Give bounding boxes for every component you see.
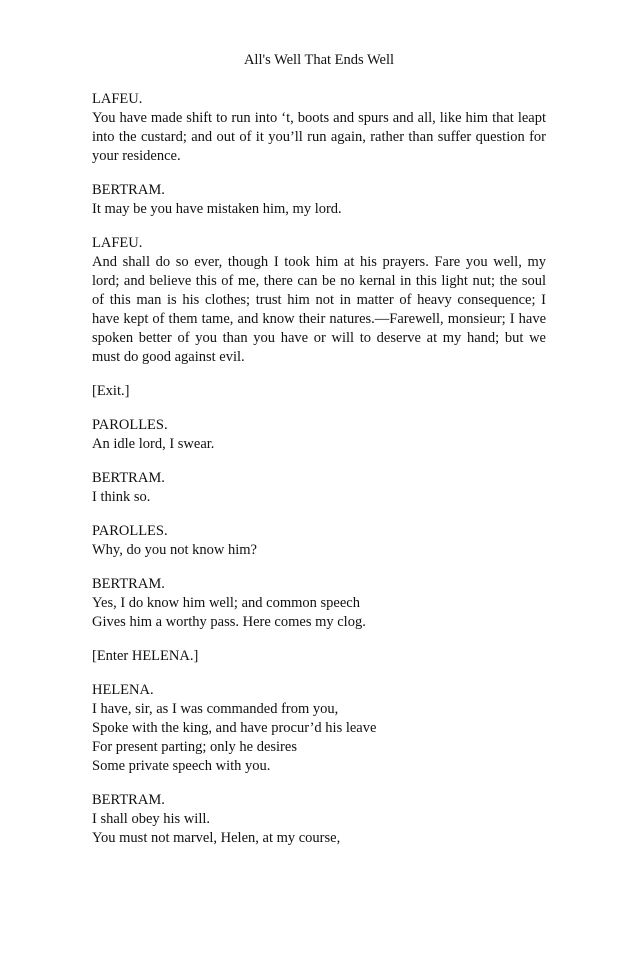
stage-direction: [Exit.] [92, 383, 130, 399]
speech-bertram-4 [92, 791, 546, 848]
speaker-name: BERTRAM. [92, 576, 165, 592]
speech-helena-1 [92, 681, 546, 776]
speech-lafeu-2 [92, 234, 546, 367]
stage-direction-enter-helena [92, 647, 546, 666]
speech-text: An idle lord, I swear. [92, 436, 215, 452]
speech-bertram-1 [92, 181, 546, 219]
verse-line: Some private speech with you. [92, 758, 271, 774]
speech-text: Why, do you not know him? [92, 542, 257, 558]
stage-direction-exit [92, 382, 546, 401]
speaker-name: LAFEU. [92, 235, 143, 251]
speaker-name: BERTRAM. [92, 792, 165, 808]
speech-text: And shall do so ever, though I took him at his prayers. Fare you well, my lord; and believe this of me, there can be no kernal in this light nut; the soul of this man is his clothes; trust him not in matter of heavy consequence; I have kept of them tame, and know their natures.—Farewell, monsieur; I have spoken better of you than you have or will to deserve at my hand; but we must do good against evil. [92, 254, 546, 365]
speech-bertram-3 [92, 575, 546, 632]
speech-parolles-1 [92, 416, 546, 454]
speech-lafeu-1 [92, 90, 546, 166]
speaker-name: BERTRAM. [92, 470, 165, 486]
speaker-name: PAROLLES. [92, 417, 168, 433]
speaker-name: BERTRAM. [92, 182, 165, 198]
verse-line: Yes, I do know him well; and common speech [92, 595, 360, 611]
verse-line: You must not marvel, Helen, at my course, [92, 830, 341, 846]
speech-parolles-2 [92, 522, 546, 560]
verse-line: I shall obey his will. [92, 811, 211, 827]
page-title: All's Well That Ends Well [243, 52, 395, 68]
verse-line: Gives him a worthy pass. Here comes my clog. [92, 614, 366, 630]
speech-text: I think so. [92, 489, 151, 505]
speaker-name: LAFEU. [92, 91, 143, 107]
speech-text: It may be you have mistaken him, my lord. [92, 201, 342, 217]
stage-direction: [Enter HELENA.] [92, 648, 199, 664]
speaker-name: HELENA. [92, 682, 154, 698]
verse-line: I have, sir, as I was commanded from you, [92, 701, 339, 717]
speaker-name: PAROLLES. [92, 523, 168, 539]
speech-text: You have made shift to run into ‘t, boots and spurs and all, like him that leapt into the custard; and out of it you’ll run again, rather than suffer question for your residence. [92, 110, 546, 164]
verse-line: For present parting; only he desires [92, 739, 297, 755]
verse-line: Spoke with the king, and have procur’d his leave [92, 720, 377, 736]
document-page [92, 50, 546, 863]
speech-bertram-2 [92, 469, 546, 507]
